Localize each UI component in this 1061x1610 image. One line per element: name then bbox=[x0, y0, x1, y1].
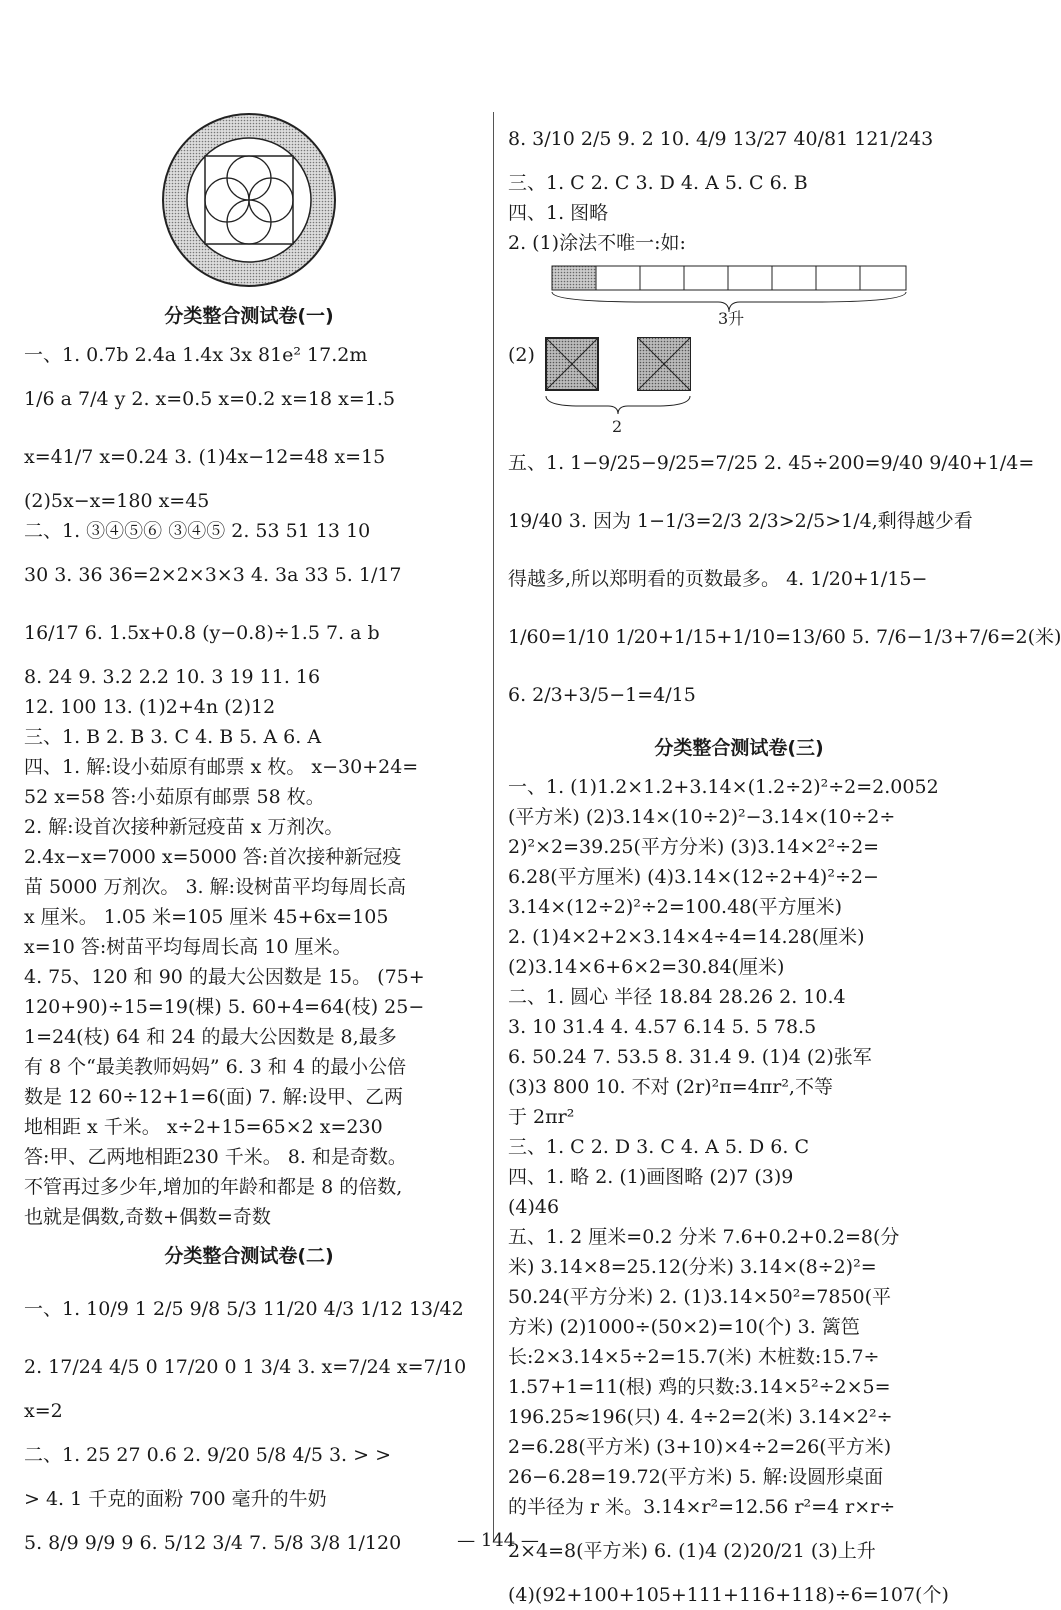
answer-line: 5. 8/9 9/9 9 6. 5/12 3/4 7. 5/8 3/8 1/120 bbox=[24, 1532, 402, 1554]
answer-line: 一、1. 10/9 1 2/5 9/8 5/3 11/20 4/3 1/12 13/42 bbox=[24, 1298, 464, 1320]
answer-line: 答:甲、乙两地相距230 千米。 8. 和是奇数。 bbox=[24, 1146, 407, 1168]
answer-line: 苗 5000 万剂次。 3. 解:设树苗平均每周长高 bbox=[24, 876, 407, 898]
test3-answers bbox=[508, 772, 970, 1610]
answer-line: 数是 12 60÷12+1=6(面) 7. 解:设甲、乙两 bbox=[24, 1086, 403, 1108]
test3-title: 分类整合测试卷(三) bbox=[654, 737, 824, 759]
answer-line: 2. (1)涂法不唯一:如: bbox=[508, 232, 686, 254]
answer-line: x 厘米。 1.05 米=105 厘米 45+6x=105 bbox=[24, 906, 389, 928]
answer-line: 五、1. 1−9/25−9/25=7/25 2. 45÷200=9/40 9/40+1/4= bbox=[508, 452, 1035, 474]
answer-line: 196.25≈196(只) 4. 4÷2=2(米) 3.14×2²÷ bbox=[508, 1406, 893, 1428]
answer-line: 长:2×3.14×5÷2=15.7(米) 木桩数:15.7÷ bbox=[508, 1346, 880, 1368]
answer-line: 四、1. 解:设小茹原有邮票 x 枚。 x−30+24= bbox=[24, 756, 419, 778]
answer-line: > 4. 1 千克的面粉 700 毫升的牛奶 bbox=[24, 1488, 327, 1510]
answer-line: 二、1. 25 27 0.6 2. 9/20 5/8 4/5 3. > > bbox=[24, 1444, 392, 1466]
squares-figure bbox=[540, 334, 760, 434]
test2-section5 bbox=[508, 434, 1061, 724]
answer-line: 6.28(平方厘米) (4)3.14×(12÷2+4)²÷2− bbox=[508, 866, 879, 888]
answer-line: x=10 答:树苗平均每周长高 10 厘米。 bbox=[24, 936, 352, 958]
answer-line: 三、1. C 2. C 3. D 4. A 5. C 6. B bbox=[508, 172, 808, 194]
answer-line: 四、1. 略 2. (1)画图略 (2)7 (3)9 bbox=[508, 1166, 794, 1188]
answer-line: 3.14×(12÷2)²÷2=100.48(平方厘米) bbox=[508, 896, 843, 918]
answer-line: 2. 解:设首次接种新冠疫苗 x 万剂次。 bbox=[24, 816, 344, 838]
answer-line: 也就是偶数,奇数+偶数=奇数 bbox=[24, 1206, 271, 1228]
square-caption: 2 bbox=[612, 417, 623, 436]
answer-line: (4)46 bbox=[508, 1196, 560, 1218]
answer-line: 一、1. (1)1.2×1.2+3.14×(1.2÷2)²÷2=2.0052 bbox=[508, 776, 939, 798]
answer-line: 6. 50.24 7. 53.5 8. 31.4 9. (1)4 (2)张军 bbox=[508, 1046, 872, 1068]
answer-line: 五、1. 2 厘米=0.2 分米 7.6+0.2+0.2=8(分 bbox=[508, 1226, 900, 1248]
answer-line: 2.4x−x=7000 x=5000 答:首次接种新冠疫 bbox=[24, 846, 402, 868]
answer-line: 8. 24 9. 3.2 2.2 10. 3 19 11. 16 bbox=[24, 666, 321, 688]
answer-line: (2)3.14×6+6×2=30.84(厘米) bbox=[508, 956, 785, 978]
page-number: — 144 — bbox=[457, 1530, 539, 1551]
answer-line: 的半径为 r 米。3.14×r²=12.56 r²=4 r×r÷ bbox=[508, 1496, 896, 1518]
answer-line: 二、1. ③④⑤⑥ ③④⑤ 2. 53 51 13 10 bbox=[24, 520, 371, 542]
answer-line: 2)²×2=39.25(平方分米) (3)3.14×2²÷2= bbox=[508, 836, 880, 858]
answer-line: (2)5x−x=180 x=45 bbox=[24, 490, 210, 512]
answer-line: 19/40 3. 因为 1−1/3=2/3 2/3>2/5>1/4,剩得越少看 bbox=[508, 510, 973, 532]
answer-line: 二、1. 圆心 半径 18.84 28.26 2. 10.4 bbox=[508, 986, 846, 1008]
bar-diagram bbox=[548, 262, 918, 326]
answer-line: 地相距 x 千米。 x÷2+15=65×2 x=230 bbox=[24, 1116, 383, 1138]
left-column bbox=[24, 110, 474, 1572]
answer-line: 方米) (2)1000÷(50×2)=10(个) 3. 篱笆 bbox=[508, 1316, 860, 1338]
answer-line: x=41/7 x=0.24 3. (1)4x−12=48 x=15 bbox=[24, 446, 386, 468]
test1-title: 分类整合测试卷(一) bbox=[164, 305, 334, 327]
answer-line: 3. 10 31.4 4. 4.57 6.14 5. 5 78.5 bbox=[508, 1016, 817, 1038]
answer-line: 2=6.28(平方米) (3+10)×4÷2=26(平方米) bbox=[508, 1436, 892, 1458]
answer-line: 得越多,所以郑明看的页数最多。 4. 1/20+1/15− bbox=[508, 568, 928, 590]
answer-line: (平方米) (2)3.14×(10÷2)²−3.14×(10÷2÷ bbox=[508, 806, 896, 828]
bar-caption: 3升 bbox=[718, 309, 745, 328]
answer-line: 8. 3/10 2/5 9. 2 10. 4/9 13/27 40/81 121/243 bbox=[508, 128, 934, 150]
square-diagrams bbox=[508, 334, 970, 434]
answer-line: 1/6 a 7/4 y 2. x=0.5 x=0.2 x=18 x=1.5 bbox=[24, 388, 396, 410]
answer-line: 1/60=1/10 1/20+1/15+1/10=13/60 5. 7/6−1/3+7/6=2(米) bbox=[508, 626, 1061, 648]
answer-line: 52 x=58 答:小茹原有邮票 58 枚。 bbox=[24, 786, 325, 808]
answer-line: 26−6.28=19.72(平方米) 5. 解:设圆形桌面 bbox=[508, 1466, 884, 1488]
answer-line: 1.57+1=11(根) 鸡的只数:3.14×5²÷2×5= bbox=[508, 1376, 891, 1398]
test1-answers bbox=[24, 340, 474, 1232]
answer-line: 120+90)÷15=19(棵) 5. 60+4=64(枝) 25− bbox=[24, 996, 425, 1018]
test2-title: 分类整合测试卷(二) bbox=[164, 1245, 334, 1267]
answer-line: 三、1. C 2. D 3. C 4. A 5. D 6. C bbox=[508, 1136, 810, 1158]
right-column bbox=[508, 110, 1061, 1610]
answer-line: 有 8 个“最美教师妈妈” 6. 3 和 4 的最小公倍 bbox=[24, 1056, 407, 1078]
answer-line: 2. (1)4×2+2×3.14×4÷4=14.28(厘米) bbox=[508, 926, 865, 948]
answer-line: 四、1. 图略 bbox=[508, 202, 609, 224]
answer-line: 2×4=8(平方米) 6. (1)4 (2)20/21 (3)上升 bbox=[508, 1540, 876, 1562]
answer-line: 6. 2/3+3/5−1=4/15 bbox=[508, 684, 696, 706]
answer-line: 50.24(平方分米) 2. (1)3.14×50²=7850(平 bbox=[508, 1286, 892, 1308]
answer-line: 一、1. 0.7b 2.4a 1.4x 3x 81e² 17.2m bbox=[24, 344, 368, 366]
answer-line: 三、1. B 2. B 3. C 4. B 5. A 6. A bbox=[24, 726, 322, 748]
column-divider bbox=[493, 112, 494, 1542]
answer-line: 16/17 6. 1.5x+0.8 (y−0.8)÷1.5 7. a b bbox=[24, 622, 380, 644]
answer-line: (3)3 800 10. 不对 (2r)²π=4πr²,不等 bbox=[508, 1076, 833, 1098]
answer-line: 于 2πr² bbox=[508, 1106, 575, 1128]
square-label: (2) bbox=[508, 344, 535, 366]
answer-line: (4)(92+100+105+111+116+118)÷6=107(个) bbox=[508, 1584, 949, 1606]
answer-line: 12. 100 13. (1)2+4n (2)12 bbox=[24, 696, 276, 718]
answer-line: 米) 3.14×8=25.12(分米) 3.14×(8÷2)²= bbox=[508, 1256, 877, 1278]
circle-figure bbox=[159, 110, 339, 290]
answer-line: 1=24(枝) 64 和 24 的最大公因数是 8,最多 bbox=[24, 1026, 397, 1048]
answer-line: 4. 75、120 和 90 的最大公因数是 15。 (75+ bbox=[24, 966, 425, 988]
answer-line: 不管再过多少年,增加的年龄和都是 8 的倍数, bbox=[24, 1176, 403, 1198]
answer-line: 30 3. 36 36=2×2×3×3 4. 3a 33 5. 1/17 bbox=[24, 564, 402, 586]
answer-line: x=2 bbox=[24, 1400, 63, 1422]
answer-line: 2. 17/24 4/5 0 17/20 0 1 3/4 3. x=7/24 x=7/10 bbox=[24, 1356, 467, 1378]
test2-answers bbox=[24, 1280, 474, 1572]
